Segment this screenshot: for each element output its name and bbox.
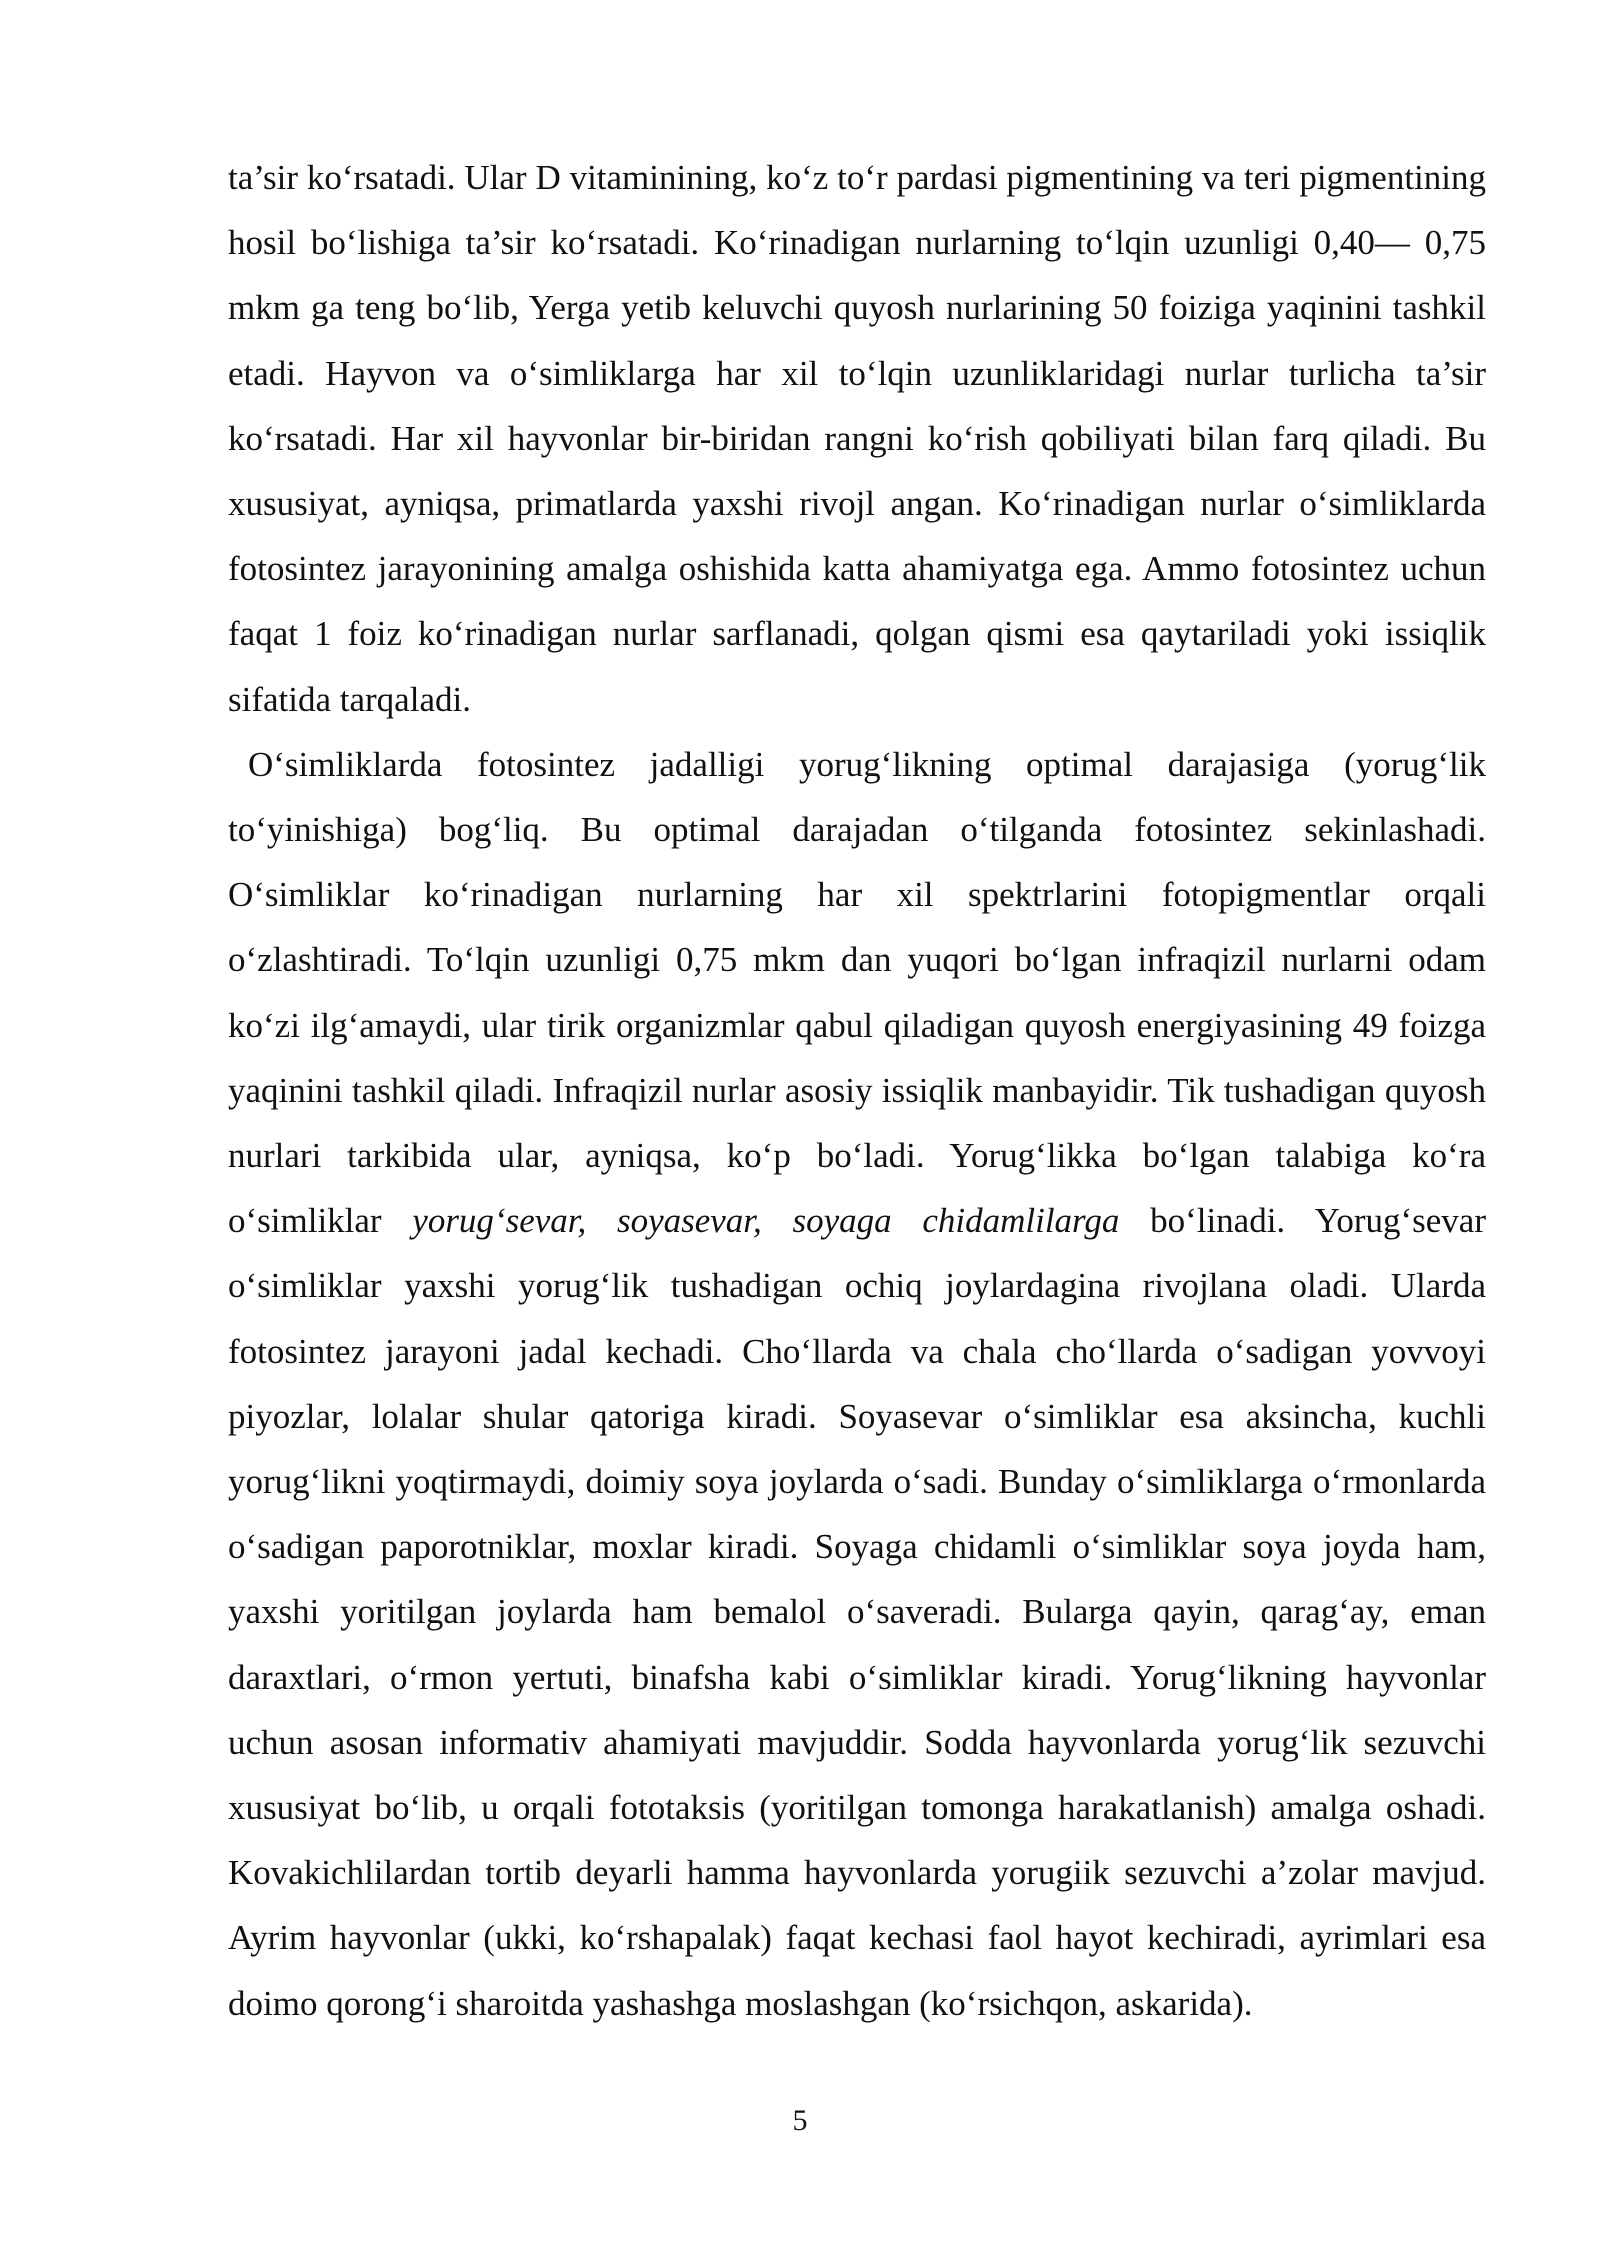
paragraph-1-text: ta’sir ko‘rsatadi. Ular D vitaminining, ko‘z to‘r pardasi pigmentining va teri pigmentining hosil bo‘lishiga ta’sir ko‘rsatadi. Ko‘rinadigan nurlarning to‘lqin uzunligi 0,40— 0,75 mkm ga teng bo‘lib, Yerga yetib keluvchi quyosh nurlarining 50 foiziga yaqinini tashkil etadi. Hayvon va o‘simliklarga har xil to‘lqin uzunliklaridagi nurlar turlicha ta’sir ko‘rsatadi. Har xil hayvonlar bir-biridan rangni ko‘rish qobiliyati bilan farq qiladi. Bu xususiyat, ayniqsa, primatlarda yaxshi rivojl angan. Ko‘rinadigan nurlar o‘simliklarda fotosintez jarayonining amalga oshishida katta ahamiyatga ega. Ammo fotosintez uchun faqat 1 foiz ko‘rinadigan nurlar sarflanadi, qolgan qismi esa qaytariladi yoki issiqlik sifatida tarqaladi. [228,158,1486,719]
page-number: 5 [792,2104,808,2137]
paragraph-2-text-end: bo‘linadi. Yorug‘sevar o‘simliklar yaxshi yorug‘lik tushadigan ochiq joylardagina rivojlana oladi. Ularda fotosintez jarayoni jadal kechadi. Cho‘llarda va chala cho‘llarda o‘sadigan yovvoyi piyozlar, lolalar shular qatoriga kiradi. Soyasevar o‘simliklar esa aksincha, kuchli yorug‘likni yoqtirmaydi, doimiy soya joylarda o‘sadi. Bunday o‘simliklarga o‘rmonlarda o‘sadigan paporotniklar, moxlar kiradi. Soyaga chidamli o‘simliklar soya joyda ham, yaxshi yoritilgan joylarda ham bemalol o‘saveradi. Bularga qayin, qarag‘ay, eman daraxtlari, o‘rmon yertuti, binafsha kabi o‘simliklar kiradi. Yorug‘likning hayvonlar uchun asosan informativ ahamiyati mavjuddir. Sodda hayvonlarda yorug‘lik sezuvchi xususiyat bo‘lib, u orqali fototaksis (yoritilgan tomonga harakatlanish) amalga oshadi. Kovakichlilardan tortib deyarli hamma hayvonlarda yorugiik sezuvchi a’zolar mavjud. Ayrim hayvonlar (ukki, ko‘rshapalak) faqat kechasi faol hayot kechiradi, ayrimlari esa doimo qorong‘i sharoitda yashashga moslashgan (ko‘rsichqon, askarida). [228,1201,1486,2023]
body-text [228,145,1486,2036]
paragraph-2-text-start: O‘simliklarda fotosintez jadalligi yorug‘likning optimal darajasiga (yorug‘lik to‘yinishiga) bog‘liq. Bu optimal darajadan o‘tilganda fotosintez sekinlashadi. O‘simliklar ko‘rinadigan nurlarning har xil spektrlarini fotopigmentlar orqali o‘zlashtiradi. To‘lqin uzunligi 0,75 mkm dan yuqori bo‘lgan infraqizil nurlarni odam ko‘zi ilg‘amaydi, ular tirik organizmlar qabul qiladigan quyosh energiyasining 49 foizga yaqinini tashkil qiladi. Infraqizil nurlar asosiy issiqlik manbayidir. Tik tushadigan quyosh nurlari tarkibida ular, ayniqsa, ko‘p bo‘ladi. Yorug‘likka bo‘lgan talabiga ko‘ra o‘simliklar [228,744,1486,1241]
paragraph-2 [228,732,1486,2036]
paragraph-2-italic-terms: yorug‘sevar, soyasevar, soyaga chidamlilarga [412,1201,1120,1241]
paragraph-1 [228,145,1486,732]
